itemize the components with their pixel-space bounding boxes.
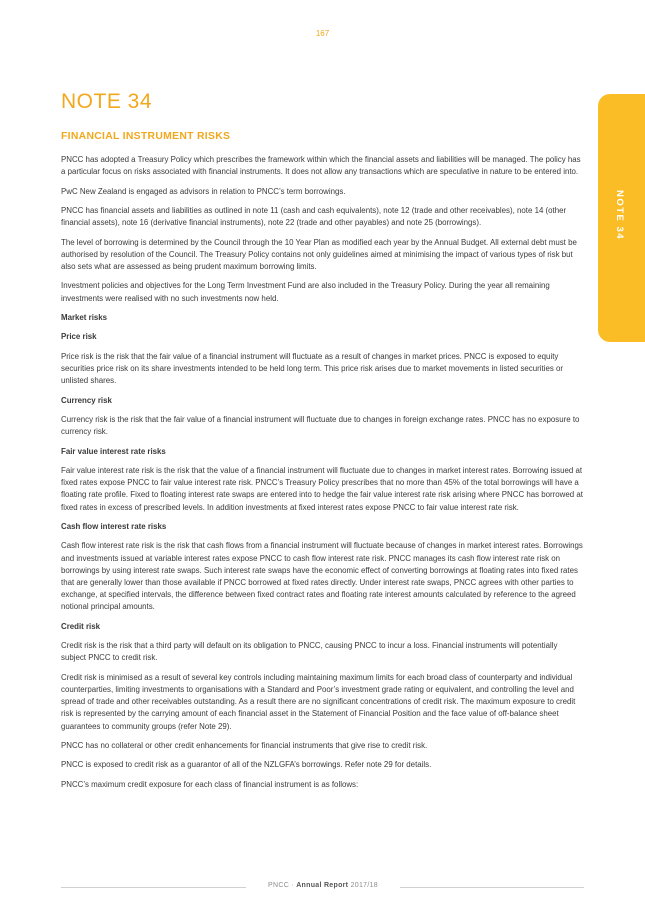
paragraph: Price risk is the risk that the fair value of a financial instrument will fluctuate as a result of changes in market prices. PNCC is exposed to equity securities price risk on its share investments intended to be held long term. This price risk arises due to market movements in listed securities or unlisted shares. xyxy=(61,351,563,386)
subheading-market-risks: Market risks xyxy=(61,312,108,322)
footer-divider-right xyxy=(400,887,584,888)
footer-separator: · xyxy=(289,882,297,889)
paragraph: PNCC has adopted a Treasury Policy which prescribes the framework within which the financial assets and liabilities will be managed. The policy has a particular focus on risks associated with financial instruments. It does not allow any transactions which are speculative in nature to be entered into. xyxy=(61,155,581,177)
subheading-fair-value-risk: Fair value interest rate risks xyxy=(61,446,166,456)
note-title: NOTE 34 xyxy=(61,90,153,113)
paragraph: PNCC is exposed to credit risk as a guarantor of all of the NZLGFA’s borrowings. Refer note 29 for details. xyxy=(61,760,432,770)
footer-org: PNCC xyxy=(268,882,290,889)
subheading-credit-risk: Credit risk xyxy=(61,621,101,631)
paragraph: PNCC’s maximum credit exposure for each class of financial instrument is as follows: xyxy=(61,779,359,789)
paragraph: PNCC has financial assets and liabilities as outlined in note 11 (cash and cash equivalents), note 12 (trade and other receivables), note 14 (other financial assets), note 16 (derivative financial instruments), note 22 (trade and other payables) and note 25 (borrowings). xyxy=(61,205,567,228)
footer-year: 2017/18 xyxy=(350,882,378,889)
footer-divider-left xyxy=(61,887,246,888)
side-tab-label: NOTE 34 xyxy=(614,190,625,241)
paragraph: The level of borrowing is determined by the Council through the 10 Year Plan as modified each year by the Annual Budget. All external debt must be authorised by resolution of the Council. The Treasury Policy contains not only guidelines aimed at minimising the impact of various types of risk but also sets what are assessed as being prudent maximum borrowing limits. xyxy=(61,237,577,271)
paragraph: Credit risk is minimised as a result of several key controls including maintaining maximum limits for each broad class of counterparty and individual counterparties, limiting investments to organisations with a Standard and Poor’s investment grade rating or equivalent, and controlling the level and spread of trade and other receivables outstanding. As a result there are no significant concentrations of credit risk. The maximum exposure to credit risk is represented by the carrying amount of each financial asset in the Statement of Financial Position and the face value of off-balance sheet guarantees to community groups (refer Note 29). xyxy=(61,672,576,731)
paragraph: Fair value interest rate risk is the risk that the value of a financial instrument will fluctuate due to changes in market interest rates. Borrowing issued at fixed rates expose PNCC to fair value interest rate risk. PNCC’s Treasury Policy prescribes that no more than 45% of the total borrowings will have a floating rate profile. Fixed to floating interest rate swaps are entered into to hedge the fair value interest rate risk arising where PNCC has borrowed at fixed rates in excess of prescribed levels. In addition investments at fixed interest rates expose PNCC to fair value interest rate risk. xyxy=(61,465,583,512)
subheading-price-risk: Price risk xyxy=(61,332,97,342)
paragraph: Investment policies and objectives for the Long Term Investment Fund are also included in the Treasury Policy. During the year all remaining investments were realised with no such investments now held. xyxy=(61,281,550,303)
page-number: 167 xyxy=(315,29,330,38)
body-text xyxy=(61,154,583,798)
subheading-currency-risk: Currency risk xyxy=(61,395,112,405)
paragraph: Cash flow interest rate risk is the risk that cash flows from a financial instrument will fluctuate because of changes in market interest rates. Borrowings and investments issued at variable interest rates expose PNCC to cash flow interest rate risk. PNCC manages its cash flow interest rate risk on borrowings by using interest rate swaps. Such interest rate swaps have the economic effect of converting borrowings at floating rates into fixed rates that are generally lower than those available if PNCC borrowed at fixed rates directly. Under interest rate swaps, PNCC agrees with other parties to exchange, at specified intervals, the difference between fixed contract rates and floating rate interest amounts calculated by reference to the agreed notional principal amounts. xyxy=(61,541,583,612)
footer-report: Annual Report xyxy=(296,882,349,889)
subheading-cash-flow-risk: Cash flow interest rate risks xyxy=(61,521,167,531)
section-title: FINANCIAL INSTRUMENT RISKS xyxy=(61,131,231,142)
paragraph: PwC New Zealand is engaged as advisors in relation to PNCC’s term borrowings. xyxy=(61,186,346,196)
footer xyxy=(246,882,400,889)
paragraph: Currency risk is the risk that the fair value of a financial instrument will fluctuate due to changes in foreign exchange rates. PNCC has no exposure to currency risk. xyxy=(61,414,580,437)
paragraph: Credit risk is the risk that a third party will default on its obligation to PNCC, causing PNCC to incur a loss. Financial instruments will potentially subject PNCC to credit risk. xyxy=(61,641,558,663)
paragraph: PNCC has no collateral or other credit enhancements for financial instruments that give rise to credit risk. xyxy=(61,740,428,750)
